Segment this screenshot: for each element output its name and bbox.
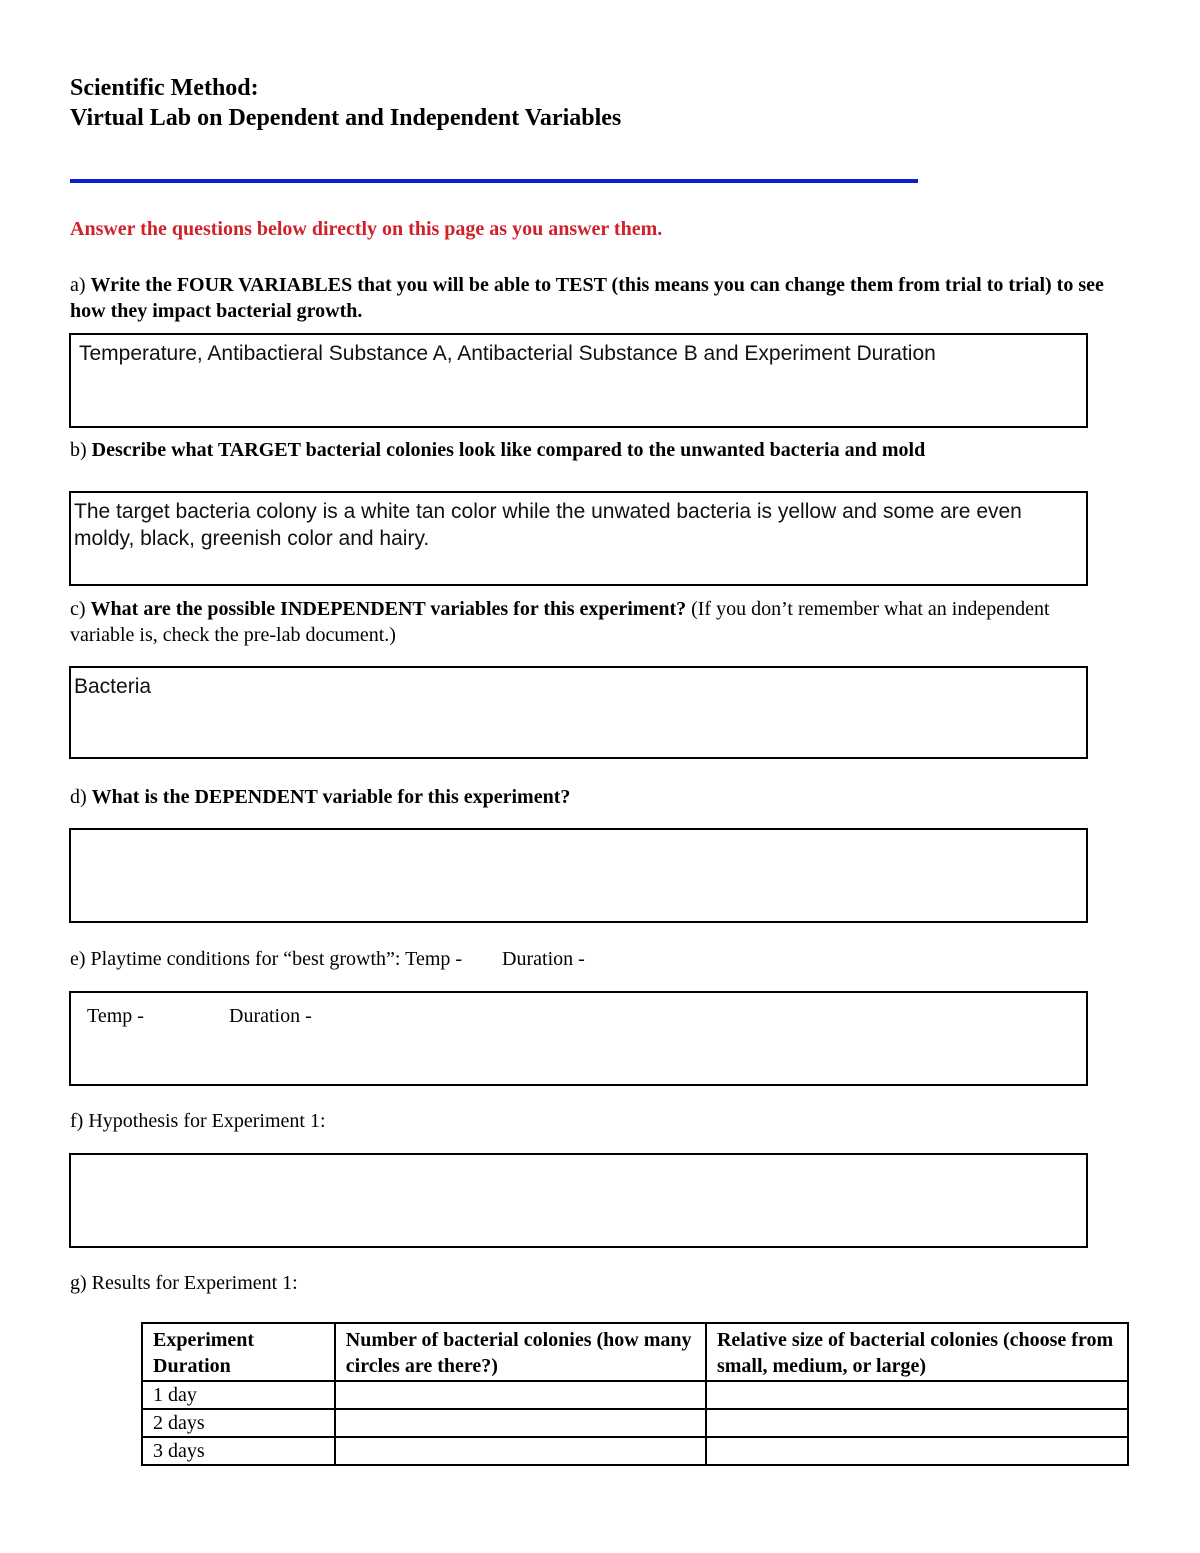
table-row — [142, 1409, 1128, 1437]
answer-c-text: Bacteria — [74, 675, 152, 698]
table-row — [142, 1437, 1128, 1465]
question-c-note: (If you don’t remember what an independent variable is, check the pre-lab document.) — [70, 598, 1050, 646]
header-colony-size: Relative size of bacterial colonies (choose from small, medium, or large) — [706, 1323, 1128, 1381]
answer-box-f[interactable] — [69, 1153, 1088, 1248]
answer-d-text — [71, 830, 1086, 835]
question-c-prefix: c) — [70, 598, 91, 620]
row-count-cell[interactable] — [335, 1437, 706, 1465]
results-table — [141, 1322, 1129, 1466]
page-title-line2: Virtual Lab on Dependent and Independent Variables — [70, 105, 622, 131]
answer-a-text: Temperature, Antibactieral Substance A, Antibacterial Substance B and Experiment Duration — [79, 342, 936, 365]
answer-box-b[interactable] — [69, 491, 1088, 586]
question-c — [70, 596, 1110, 648]
answer-b-text: The target bacteria colony is a white tan color while the unwated bacteria is yellow and some are even moldy, black, greenish color and hairy. — [74, 500, 1022, 550]
row-duration: 2 days — [142, 1409, 335, 1437]
answer-e-duration: Duration - — [229, 1005, 312, 1027]
question-d-prefix: d) — [70, 786, 92, 808]
row-size-cell[interactable] — [706, 1409, 1128, 1437]
page-title-line1: Scientific Method: — [70, 75, 259, 101]
answer-box-c[interactable] — [69, 666, 1088, 759]
results-header-row — [142, 1323, 1128, 1381]
title-divider — [70, 179, 918, 183]
question-b-prefix: b) — [70, 439, 92, 461]
question-b — [70, 437, 1110, 463]
question-a — [70, 272, 1110, 324]
answer-box-d[interactable] — [69, 828, 1088, 923]
question-a-prefix: a) — [70, 274, 91, 296]
header-colony-count: Number of bacterial colonies (how many circles are there?) — [335, 1323, 706, 1381]
row-duration: 3 days — [142, 1437, 335, 1465]
question-d-text: What is the DEPENDENT variable for this experiment? — [91, 786, 571, 808]
row-duration: 1 day — [142, 1381, 335, 1409]
row-size-cell[interactable] — [706, 1437, 1128, 1465]
instructions: Answer the questions below directly on this page as you answer them. — [70, 218, 663, 240]
header-duration: Experiment Duration — [142, 1323, 335, 1381]
question-d — [70, 784, 1110, 810]
question-a-text: Write the FOUR VARIABLES that you will be able to TEST (this means you can change them from trial to trial) to see how they impact bacterial growth. — [70, 274, 1104, 322]
question-e: e) Playtime conditions for “best growth”: Temp - Duration - — [70, 948, 585, 970]
row-count-cell[interactable] — [335, 1409, 706, 1437]
question-b-text: Describe what TARGET bacterial colonies look like compared to the unwanted bacteria and mold — [91, 439, 926, 461]
answer-box-e[interactable] — [69, 991, 1088, 1086]
table-row — [142, 1381, 1128, 1409]
row-count-cell[interactable] — [335, 1381, 706, 1409]
question-f: f) Hypothesis for Experiment 1: — [70, 1110, 326, 1132]
answer-f-text — [71, 1155, 1086, 1160]
question-g: g) Results for Experiment 1: — [70, 1272, 298, 1294]
answer-e-temp: Temp - — [87, 1005, 144, 1027]
question-c-text: What are the possible INDEPENDENT variables for this experiment? — [90, 598, 687, 620]
row-size-cell[interactable] — [706, 1381, 1128, 1409]
answer-box-a[interactable] — [69, 333, 1088, 428]
